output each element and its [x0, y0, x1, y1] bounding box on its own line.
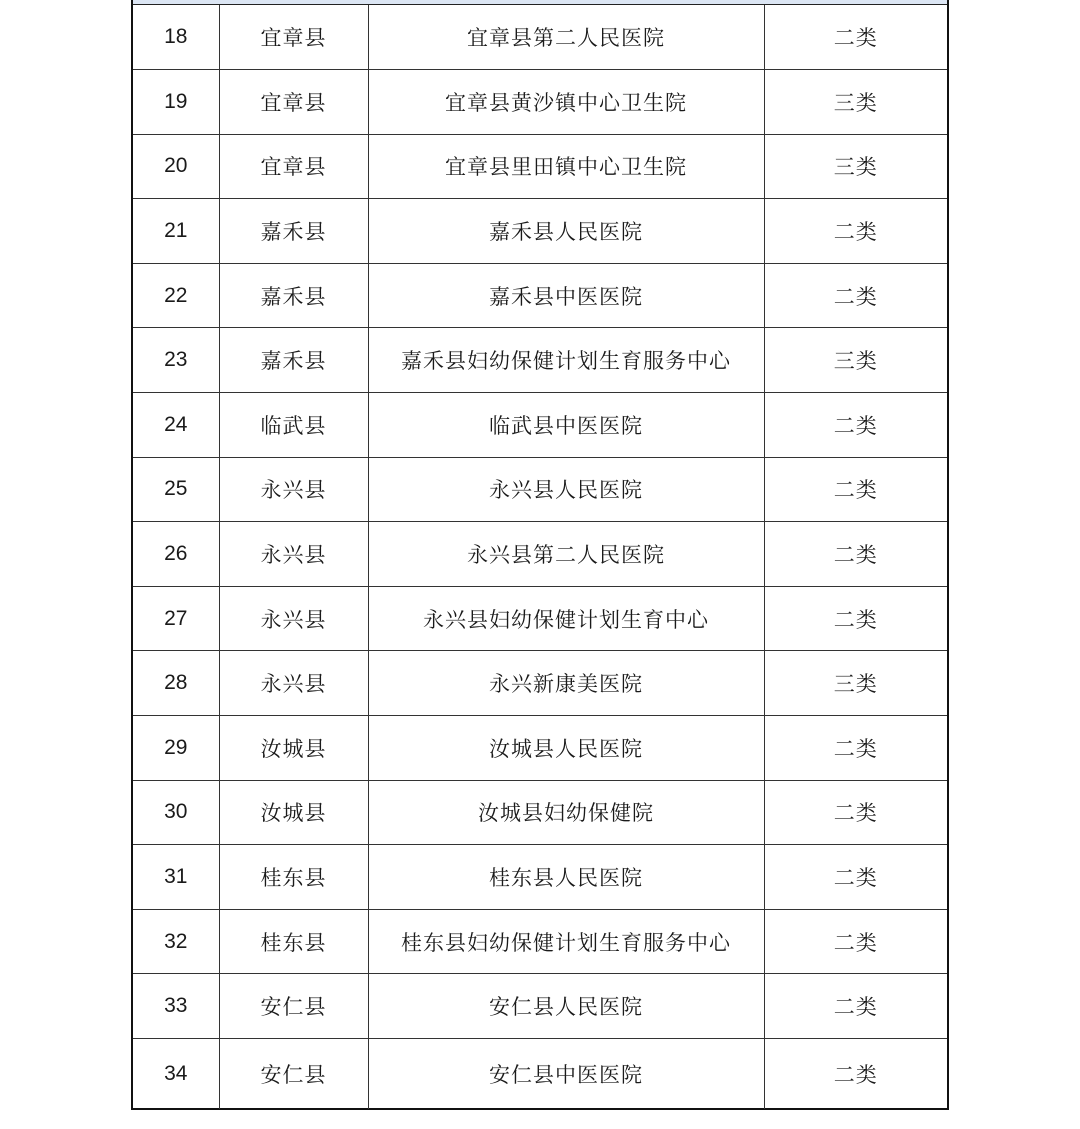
table-row: [133, 328, 947, 393]
category-cell: 二类: [764, 522, 947, 587]
county-cell: 宜章县: [219, 134, 368, 199]
hospital-name-cell: 嘉禾县中医医院: [368, 263, 764, 328]
row-number-cell: 30: [133, 780, 219, 845]
hospital-name-cell: 永兴县第二人民医院: [368, 522, 764, 587]
county-cell: 永兴县: [219, 586, 368, 651]
table-row: [133, 780, 947, 845]
row-number-cell: 23: [133, 328, 219, 393]
county-cell: 临武县: [219, 393, 368, 458]
table-row: [133, 70, 947, 135]
row-number-cell: 18: [133, 5, 219, 70]
category-cell: 三类: [764, 70, 947, 135]
county-cell: 宜章县: [219, 70, 368, 135]
county-cell: 永兴县: [219, 651, 368, 716]
table-row: [133, 586, 947, 651]
hospital-name-cell: 桂东县人民医院: [368, 845, 764, 910]
row-number-cell: 24: [133, 393, 219, 458]
category-cell: 二类: [764, 909, 947, 974]
county-cell: 桂东县: [219, 909, 368, 974]
hospital-name-cell: 永兴县人民医院: [368, 457, 764, 522]
table-row: [133, 1039, 947, 1110]
row-number-cell: 25: [133, 457, 219, 522]
table-row: [133, 651, 947, 716]
row-number-cell: 19: [133, 70, 219, 135]
hospital-name-cell: 安仁县中医医院: [368, 1039, 764, 1110]
county-cell: 安仁县: [219, 974, 368, 1039]
hospital-name-cell: 临武县中医医院: [368, 393, 764, 458]
category-cell: 二类: [764, 457, 947, 522]
category-cell: 三类: [764, 651, 947, 716]
hospital-table-sheet: [131, 0, 949, 1110]
county-cell: 桂东县: [219, 845, 368, 910]
county-cell: 永兴县: [219, 457, 368, 522]
category-cell: 二类: [764, 263, 947, 328]
table-row: [133, 5, 947, 70]
category-cell: 二类: [764, 780, 947, 845]
category-cell: 二类: [764, 586, 947, 651]
county-cell: 永兴县: [219, 522, 368, 587]
row-number-cell: 26: [133, 522, 219, 587]
row-number-cell: 21: [133, 199, 219, 264]
hospital-name-cell: 安仁县人民医院: [368, 974, 764, 1039]
county-cell: 嘉禾县: [219, 328, 368, 393]
hospital-name-cell: 桂东县妇幼保健计划生育服务中心: [368, 909, 764, 974]
category-cell: 二类: [764, 716, 947, 781]
category-cell: 二类: [764, 5, 947, 70]
table-row: [133, 909, 947, 974]
category-cell: 二类: [764, 974, 947, 1039]
table-row: [133, 974, 947, 1039]
hospital-name-cell: 永兴县妇幼保健计划生育中心: [368, 586, 764, 651]
hospital-name-cell: 嘉禾县人民医院: [368, 199, 764, 264]
hospital-name-cell: 宜章县黄沙镇中心卫生院: [368, 70, 764, 135]
table-row: [133, 457, 947, 522]
table-row: [133, 134, 947, 199]
row-number-cell: 28: [133, 651, 219, 716]
category-cell: 三类: [764, 134, 947, 199]
row-number-cell: 31: [133, 845, 219, 910]
category-cell: 二类: [764, 845, 947, 910]
row-number-cell: 22: [133, 263, 219, 328]
county-cell: 汝城县: [219, 716, 368, 781]
hospital-name-cell: 宜章县第二人民医院: [368, 5, 764, 70]
row-number-cell: 20: [133, 134, 219, 199]
county-cell: 宜章县: [219, 5, 368, 70]
category-cell: 二类: [764, 393, 947, 458]
row-number-cell: 32: [133, 909, 219, 974]
county-cell: 安仁县: [219, 1039, 368, 1110]
category-cell: 二类: [833, 1063, 878, 1087]
hospital-name-cell: 嘉禾县妇幼保健计划生育服务中心: [368, 328, 764, 393]
row-number-cell: 34: [133, 1039, 219, 1110]
county-cell: 嘉禾县: [219, 199, 368, 264]
table-row: [133, 522, 947, 587]
table-body: [133, 5, 947, 1109]
table-row: [133, 263, 947, 328]
county-cell: 汝城县: [219, 780, 368, 845]
category-cell: 二类: [764, 199, 947, 264]
row-number-cell: 27: [133, 586, 219, 651]
category-cell: 三类: [764, 328, 947, 393]
hospital-name-cell: 汝城县人民医院: [368, 716, 764, 781]
hospital-name-cell: 永兴新康美医院: [368, 651, 764, 716]
hospital-table: [133, 5, 947, 1109]
table-row: [133, 199, 947, 264]
row-number-cell: 29: [133, 716, 219, 781]
hospital-name-cell: 汝城县妇幼保健院: [368, 780, 764, 845]
table-row: [133, 845, 947, 910]
row-number-cell: 33: [133, 974, 219, 1039]
table-row: [133, 393, 947, 458]
table-row: [133, 716, 947, 781]
county-cell: 嘉禾县: [219, 263, 368, 328]
hospital-name-cell: 宜章县里田镇中心卫生院: [368, 134, 764, 199]
